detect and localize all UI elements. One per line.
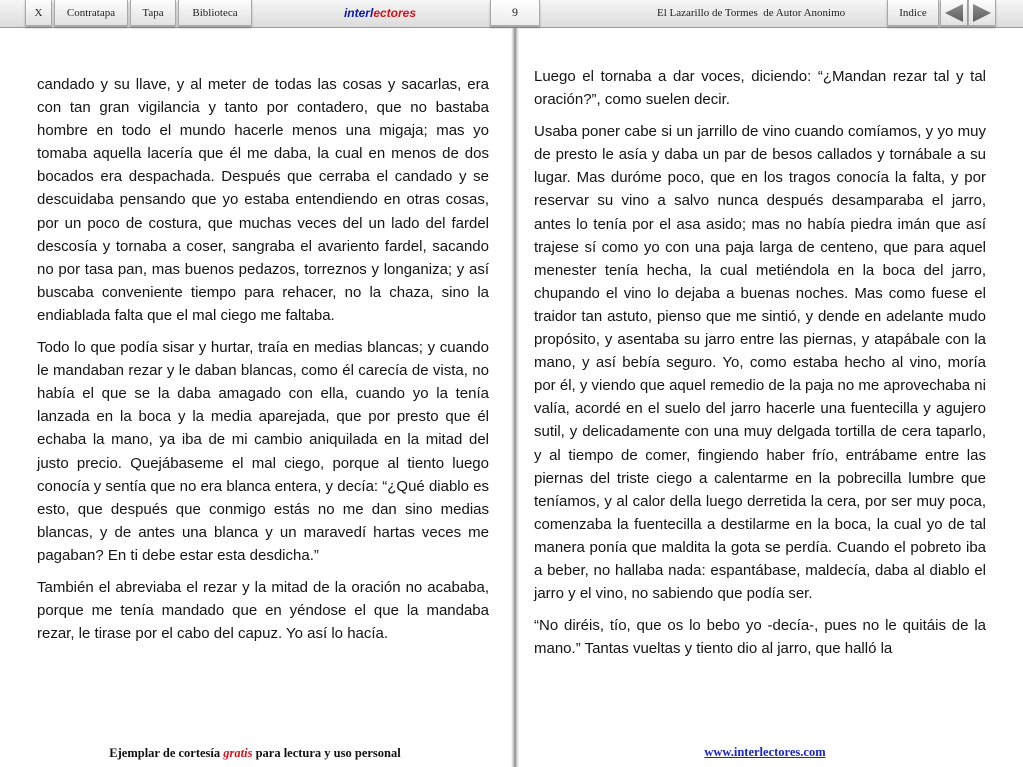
paragraph: candado y su llave, y al meter de todas las cosas y sacarlas, era con tan gran vigilancia y tanto por contadero, que no bastaba hombre en todo el mundo hacerle menos una migaja; mas yo tomaba aquella lacería que él me daba, la cual en menos de dos bocados era despachada. Después que cerraba el candado y se descuidaba pensando que yo estaba entendiendo en otras cosas, por un poco de costura, que muchas veces del un lado del fardel descosía y tornaba a coser, sangraba el avariento fardel, sacando no por tasa pan, mas buenos pedazos, torreznos y longaniza; y así buscaba conveniente tiempo para rehacer, no la chaza, sino la endiablada falta que el mal ciego me faltaba. [37, 76, 489, 324]
paragraph: Todo lo que podía sisar y hurtar, traía en medias blancas; y cuando le mandaban rezar y le daban blancas, como él carecía de vista, no había el que se la daba amagado con ella, cuando yo la tenía lanzada en la boca y la media aparejada, que por presto que él echaba la mano, ya iba de mi cambio aniquilada en la mitad del justo precio. Quejábaseme el mal ciego, porque al tiento luego conocía y sentía que no era blanca entera, y decía: “¿Qué diablo es esto, que después que conmigo estás no me dan sino medias blancas, y de antes una blanca y un maravedí hartas veces me pagaban? En ti debe estar esta desdicha.” [37, 339, 489, 564]
courtesy-notice-gratis: gratis [223, 746, 253, 760]
paragraph: “No diréis, tío, que os lo bebo yo -decía-, pues no le quitáis de la mano.” Tantas vueltas y tiento dio al jarro, que halló la [534, 617, 986, 658]
library-button[interactable]: Biblioteca [178, 0, 252, 26]
next-page-button[interactable] [968, 0, 996, 26]
document-title: El Lazarillo de Tormes de Autor Anonimo [657, 7, 846, 19]
cover-button[interactable]: Tapa [130, 0, 176, 26]
triangle-right-icon [971, 3, 993, 23]
paragraph: Usaba poner cabe si un jarrillo de vino cuando comíamos, y yo muy de presto le asía y daba un par de besos callados y tornábale a su lugar. Mas duróme poco, que en los tragos conocía la falta, y por reservar su vino a salvo nunca después desamparaba el jarro, antes lo tenía por el asa asido; mas no había piedra imán que así trajese sí como yo con una paja larga de centeno, que para aquel menester tenía hecha, la cual metiéndola en la boca del jarro, chupando el vino lo dejaba a buenas noches. Mas como fuese el traidor tan astuto, pienso que me sintió, y dende en adelante mudo propósito, y asentaba su jarro entre las piernas, y atapábale con la mano, y así bebía seguro. Yo, como estaba hecho al vino, moría por él, y viendo que aquel remedio de la paja no me aprovechaba ni valía, acordé en el suelo del jarro hacerle una fuentecilla y agujero sutil, y delicadamente con una muy delgada tortilla de cera taparlo, y al tiempo de comer, fingiendo haber frío, entrábame entre las piernas del triste ciego a calentarme en la pobrecilla lumbre que teníamos, y al calor della luego derretida la cera, por ser muy poca, comenzaba la fuentecilla a destilarme en la boca, la cual yo de tal manera ponía que maldita la gota se perdía. Cuando el pobreto iba a beber, no hallaba nada: espantábase, maldecía, daba al diablo el jarro y el vino, no sabiendo que podía ser. [534, 123, 986, 603]
page-number-field[interactable]: 9 [490, 0, 540, 26]
back-cover-button[interactable]: Contratapa [54, 0, 128, 26]
brand-logo [330, 0, 430, 26]
brand-logo-part2: ectores [373, 6, 417, 20]
index-button[interactable]: Indice [887, 0, 939, 26]
courtesy-notice-part1: Ejemplar de cortesía [109, 746, 224, 760]
triangle-left-icon [943, 3, 965, 23]
previous-page-button[interactable] [940, 0, 968, 26]
brand-logo-part1: interl [343, 6, 374, 20]
courtesy-notice [30, 746, 480, 761]
paragraph: También el abreviaba el rezar y la mitad de la oración no acababa, porque me tenía mandado que en yéndose el que la mandaba rezar, le tirase por el cabo del capuz. Yo así lo hacía. [37, 578, 489, 643]
courtesy-notice-part3: para lectura y uso personal [252, 746, 401, 760]
paragraph: Luego el tornaba a dar voces, diciendo: “¿Mandan rezar tal y tal oración?”, como suelen decir. [534, 68, 986, 109]
right-page-text [534, 65, 986, 669]
top-toolbar [0, 0, 1023, 28]
left-page-text [37, 73, 489, 654]
close-button[interactable]: X [25, 0, 52, 26]
website-link[interactable]: www.interlectores.com [704, 745, 826, 759]
book-spine [511, 28, 519, 767]
